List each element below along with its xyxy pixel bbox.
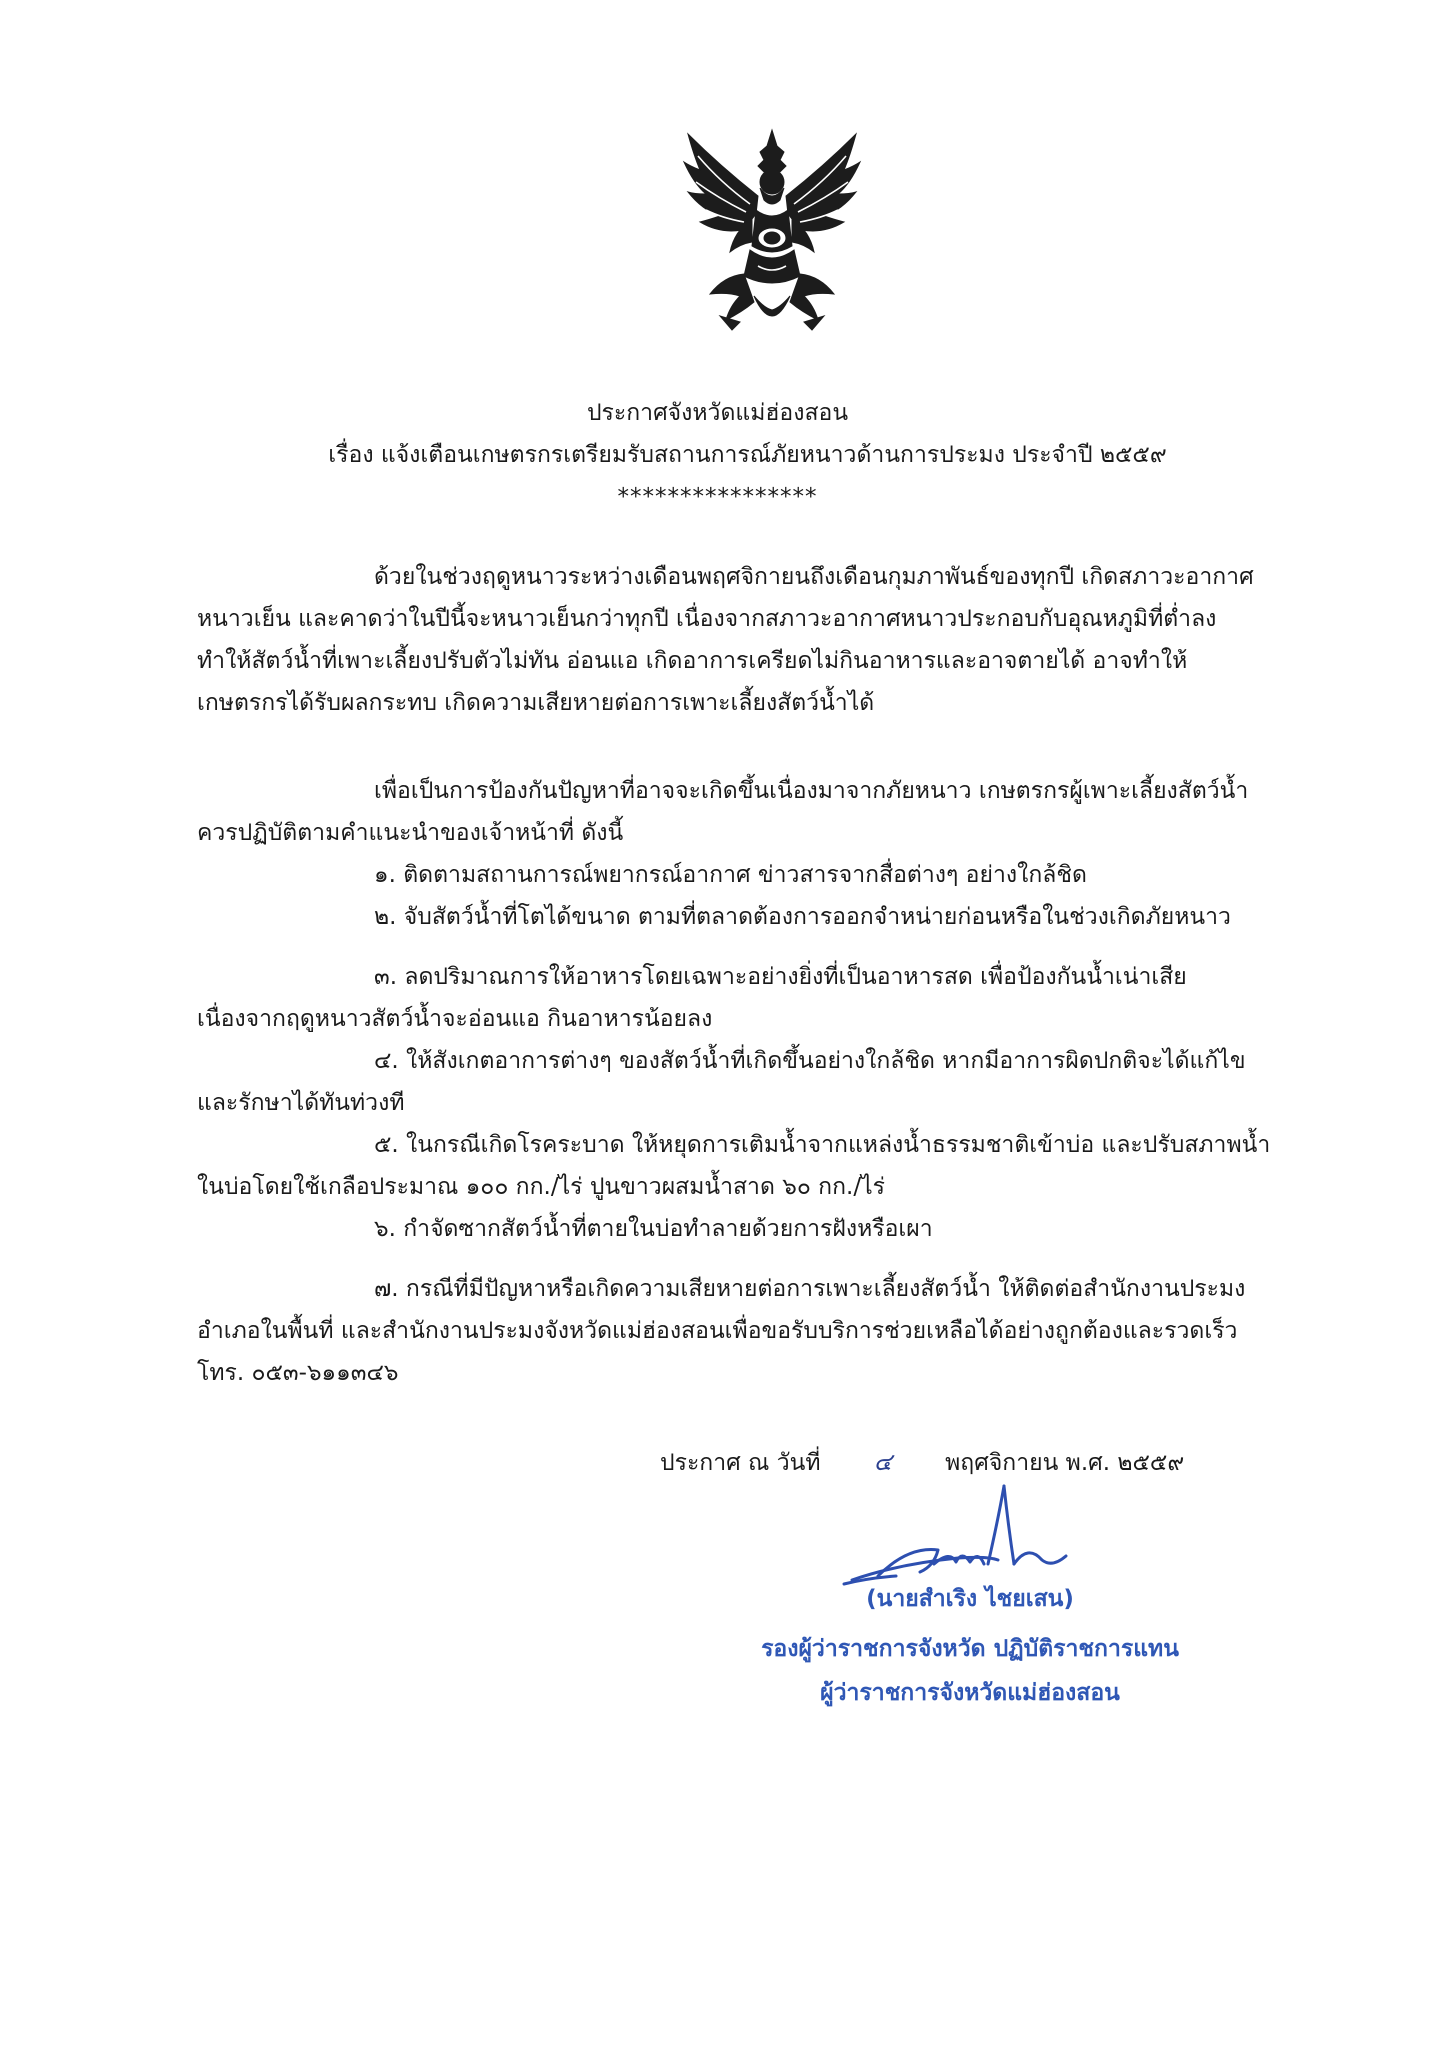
date-month-year: พฤศจิกายน พ.ศ. ๒๕๕๙	[945, 1450, 1185, 1476]
item-line: และรักษาได้ทันท่วงที	[197, 1090, 405, 1116]
paragraph-line: ด้วยในช่วงฤดูหนาวระหว่างเดือนพฤศจิกายนถึงเดือนกุมภาพันธ์ของทุกปี เกิดสภาวะอากาศ	[374, 564, 1254, 590]
intro-paragraph	[197, 556, 1377, 724]
recommendation-item-1	[197, 854, 1377, 896]
date-prefix: ประกาศ ณ วันที่	[660, 1450, 821, 1476]
announcement-title: ประกาศจังหวัดแม่ฮ่องสอน	[586, 400, 849, 426]
signer-position: รองผู้ว่าราชการจังหวัด ปฏิบัติราชการแทน	[761, 1636, 1179, 1662]
garuda-emblem-icon	[680, 126, 865, 336]
header-separator: ****************	[617, 484, 818, 510]
announcement-date	[660, 1446, 1184, 1479]
item-line: ๑. ติดตามสถานการณ์พยากรณ์อากาศ ข่าวสารจากสื่อต่างๆ อย่างใกล้ชิด	[374, 862, 1087, 888]
paragraph-line: ทำให้สัตว์น้ำที่เพาะเลี้ยงปรับตัวไม่ทัน อ่อนแอ เกิดอาการเครียดไม่กินอาหารและอาจตายได้ อาจทำให้	[197, 648, 1188, 674]
recommendation-item-5	[197, 1124, 1377, 1208]
item-line: ๓. ลดปริมาณการให้อาหารโดยเฉพาะอย่างยิ่งที่เป็นอาหารสด เพื่อป้องกันน้ำเน่าเสีย	[374, 964, 1187, 990]
announcement-subject: เรื่อง แจ้งเตือนเกษตรกรเตรียมรับสถานการณ์ภัยหนาวด้านการประมง ประจำปี ๒๕๕๙	[328, 442, 1167, 468]
recommendation-item-6	[197, 1208, 1377, 1250]
recommendation-item-7	[197, 1268, 1377, 1394]
signer-name: (นายสำเริง ไชยเสน)	[866, 1586, 1074, 1612]
item-line: ๕. ในกรณีเกิดโรคระบาด ให้หยุดการเติมน้ำจากแหล่งน้ำธรรมชาติเข้าบ่อ และปรับสภาพน้ำ	[374, 1132, 1271, 1158]
signer-position-governor: ผู้ว่าราชการจังหวัดแม่ฮ่องสอน	[820, 1680, 1120, 1706]
item-line: ๒. จับสัตว์น้ำที่โตได้ขนาด ตามที่ตลาดต้องการออกจำหน่ายก่อนหรือในช่วงเกิดภัยหนาว	[374, 904, 1231, 930]
item-line: อำเภอในพื้นที่ และสำนักงานประมงจังหวัดแม่ฮ่องสอนเพื่อขอรับบริการช่วยเหลือได้อย่างถูกต้องและรวดเร็ว	[197, 1318, 1238, 1344]
item-line: โทร. ๐๕๓-๖๑๑๓๔๖	[197, 1360, 399, 1386]
item-line: ๔. ให้สังเกตอาการต่างๆ ของสัตว์น้ำที่เกิดขึ้นอย่างใกล้ชิด หากมีอาการผิดปกติจะได้แก้ไข	[374, 1048, 1246, 1074]
date-day: ๔	[873, 1448, 892, 1476]
paragraph-line: หนาวเย็น และคาดว่าในปีนี้จะหนาวเย็นกว่าทุกปี เนื่องจากสภาวะอากาศหนาวประกอบกับอุณหภูมิที่ต่ำลง	[197, 606, 1217, 632]
paragraph-line: เกษตรกรได้รับผลกระทบ เกิดความเสียหายต่อการเพาะเลี้ยงสัตว์น้ำได้	[197, 690, 875, 716]
recommendation-item-2	[197, 896, 1377, 938]
item-line: ๗. กรณีที่มีปัญหาหรือเกิดความเสียหายต่อการเพาะเลี้ยงสัตว์น้ำ ให้ติดต่อสำนักงานประมง	[374, 1276, 1246, 1302]
recommendation-item-3	[197, 956, 1377, 1040]
item-line: ๖. กำจัดซากสัตว์น้ำที่ตายในบ่อทำลายด้วยการฝังหรือเผา	[374, 1216, 933, 1242]
paragraph-line: เพื่อเป็นการป้องกันปัญหาที่อาจจะเกิดขึ้นเนื่องมาจากภัยหนาว เกษตรกรผู้เพาะเลี้ยงสัตว์น้ำ	[374, 778, 1249, 804]
item-line: เนื่องจากฤดูหนาวสัตว์น้ำจะอ่อนแอ กินอาหารน้อยลง	[197, 1006, 713, 1032]
handwritten-signature	[838, 1480, 1138, 1600]
purpose-paragraph	[197, 770, 1377, 854]
paragraph-line: ควรปฏิบัติตามคำแนะนำของเจ้าหน้าที่ ดังนี้	[197, 820, 624, 846]
item-line: ในบ่อโดยใช้เกลือประมาณ ๑๐๐ กก./ไร่ ปูนขาวผสมน้ำสาด ๖๐ กก./ไร่	[197, 1174, 886, 1200]
recommendation-item-4	[197, 1040, 1377, 1124]
